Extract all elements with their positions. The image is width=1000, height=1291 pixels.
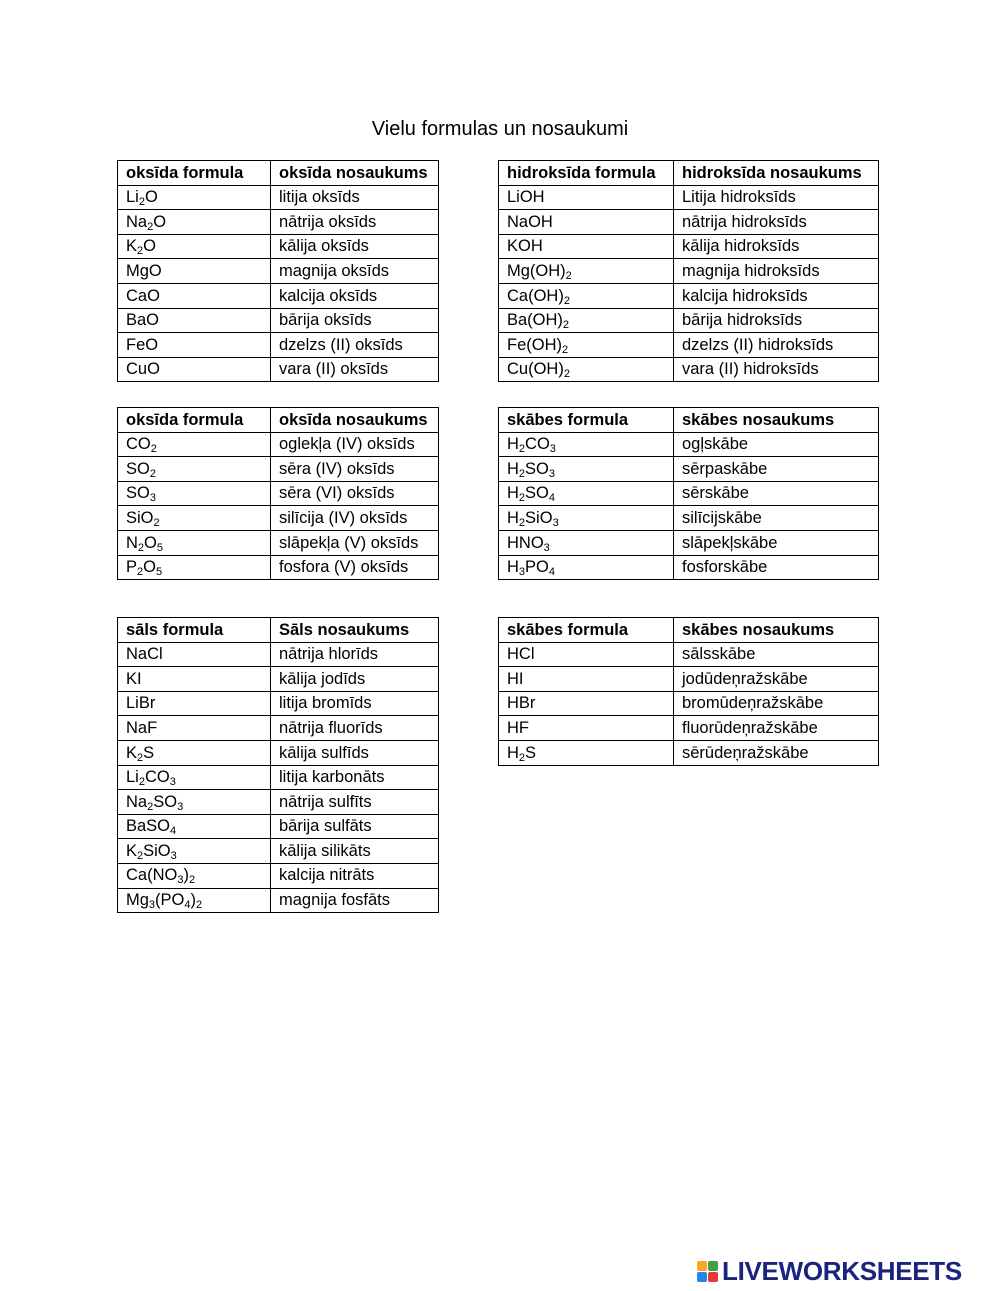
table-row [118, 357, 439, 382]
formula-cell [499, 210, 674, 235]
name-cell: kālija sulfīds [271, 740, 439, 765]
formula-subscript: 4 [184, 899, 191, 912]
formula-subscript: 2 [518, 443, 526, 456]
table-row [499, 555, 879, 580]
name-cell: bromūdeņražskābe [674, 691, 879, 716]
table-row [118, 888, 439, 913]
name-cell: bārija oksīds [271, 308, 439, 333]
column-header: skābes nosaukums [674, 618, 879, 643]
formula-cell [118, 457, 271, 482]
formula-subscript: 2 [137, 751, 144, 764]
formula-subscript: 2 [137, 541, 145, 554]
formula-cell [499, 506, 674, 531]
formula-text: Na [126, 792, 148, 811]
table-row [499, 308, 879, 333]
name-cell: jodūdeņražskābe [674, 667, 879, 692]
formula-subscript: 3 [170, 849, 177, 862]
formula-text: BaO [126, 311, 160, 330]
column-header: hidroksīda nosaukums [674, 161, 879, 186]
name-cell: slāpekļskābe [674, 530, 879, 555]
column-header: sāls formula [118, 618, 271, 643]
formula-cell [118, 888, 271, 913]
table-row [118, 691, 439, 716]
formula-cell [118, 667, 271, 692]
formula-cell [118, 691, 271, 716]
formula-subscript: 3 [548, 467, 556, 480]
formula-text: NaOH [507, 212, 553, 231]
column-header: hidroksīda formula [499, 161, 674, 186]
name-cell: nātrija fluorīds [271, 716, 439, 741]
formula-cell [118, 333, 271, 358]
table-row [118, 210, 439, 235]
name-cell: kālija jodīds [271, 667, 439, 692]
formula-subscript: 2 [147, 220, 154, 233]
column-header: oksīda nosaukums [271, 161, 439, 186]
name-cell: vara (II) oksīds [271, 357, 439, 382]
formula-subscript: 2 [138, 776, 145, 789]
formula-cell [499, 234, 674, 259]
table-row [118, 555, 439, 580]
formula-text: SiO [126, 508, 154, 527]
formula-text: Mg(OH) [507, 261, 566, 280]
formula-text: ) [190, 891, 197, 910]
salt-table [117, 617, 439, 913]
table-row [499, 667, 879, 692]
table-row [499, 283, 879, 308]
formula-text: SO [126, 459, 150, 478]
table-row [118, 481, 439, 506]
name-cell: vara (II) hidroksīds [674, 357, 879, 382]
formula-text: CuO [126, 360, 160, 379]
name-cell: litija oksīds [271, 185, 439, 210]
name-cell: silīcija (IV) oksīds [271, 506, 439, 531]
formula-text: BaSO [126, 817, 171, 836]
logo-square [708, 1261, 718, 1271]
formula-text: NaCl [126, 645, 163, 664]
column-header: oksīda formula [118, 161, 271, 186]
name-cell: oglekļa (IV) oksīds [271, 432, 439, 457]
table-row [499, 234, 879, 259]
table-row [499, 691, 879, 716]
formula-cell [118, 530, 271, 555]
formula-subscript: 2 [137, 245, 144, 258]
formula-text: PO [525, 558, 549, 577]
formula-subscript: 4 [170, 825, 177, 838]
formula-cell [499, 308, 674, 333]
formula-subscript: 3 [177, 874, 184, 887]
formula-text: O [144, 188, 158, 207]
name-cell: fluorūdeņražskābe [674, 716, 879, 741]
name-cell: kālija hidroksīds [674, 234, 879, 259]
table-row [118, 839, 439, 864]
name-cell: kalcija hidroksīds [674, 283, 879, 308]
formula-cell [499, 432, 674, 457]
formula-text: SO [126, 484, 150, 503]
formula-text: SO [525, 459, 549, 478]
table-row [499, 185, 879, 210]
formula-text: ) [183, 866, 189, 885]
formula-cell [118, 283, 271, 308]
formula-text: H [507, 459, 519, 478]
formula-text: Cu(OH) [507, 360, 564, 379]
formula-cell [118, 814, 271, 839]
table-row [118, 457, 439, 482]
column-header: oksīda formula [118, 408, 271, 433]
formula-cell [499, 333, 674, 358]
name-cell: kālija silikāts [271, 839, 439, 864]
name-cell: sērpaskābe [674, 457, 879, 482]
formula-subscript: 2 [518, 467, 526, 480]
formula-cell [118, 555, 271, 580]
formula-text: Ca(NO [126, 866, 178, 885]
table-row [499, 357, 879, 382]
name-cell: Litija hidroksīds [674, 185, 879, 210]
formula-cell [499, 530, 674, 555]
name-cell: sērūdeņražskābe [674, 740, 879, 765]
formula-cell [118, 357, 271, 382]
table-row [118, 506, 439, 531]
logo-square [708, 1272, 718, 1282]
formula-text: HCl [507, 645, 535, 664]
table-row [118, 283, 439, 308]
formula-text: O [143, 237, 156, 256]
formula-text: Mg [126, 891, 149, 910]
formula-text: Na [126, 212, 148, 231]
table-row [118, 716, 439, 741]
formula-text: SiO [525, 508, 553, 527]
column-header: oksīda nosaukums [271, 408, 439, 433]
name-cell: sālsskābe [674, 642, 879, 667]
formula-text: K [126, 237, 138, 256]
table-row [118, 185, 439, 210]
table-row [499, 210, 879, 235]
formula-subscript: 2 [137, 566, 144, 579]
formula-text: S [143, 743, 155, 762]
name-cell: kālija oksīds [271, 234, 439, 259]
formula-cell [499, 555, 674, 580]
formula-text: SiO [143, 841, 171, 860]
formula-cell [118, 210, 271, 235]
name-cell: litija karbonāts [271, 765, 439, 790]
formula-subscript: 2 [562, 343, 569, 356]
formula-subscript: 2 [138, 196, 145, 209]
name-cell: dzelzs (II) oksīds [271, 333, 439, 358]
formula-subscript: 3 [149, 492, 156, 505]
formula-subscript: 3 [549, 443, 556, 456]
table-row [118, 530, 439, 555]
name-cell: dzelzs (II) hidroksīds [674, 333, 879, 358]
formula-text: HNO [507, 533, 544, 552]
formula-subscript: 4 [548, 492, 556, 505]
name-cell: magnija fosfāts [271, 888, 439, 913]
formula-text: MgO [126, 261, 162, 280]
formula-text: CaO [126, 286, 160, 305]
formula-text: H [507, 508, 519, 527]
logo-text: LIVEWORKSHEETS [722, 1255, 962, 1286]
logo-square [697, 1272, 707, 1282]
formula-text: Ba(OH) [507, 311, 563, 330]
formula-subscript: 2 [562, 319, 570, 332]
formula-subscript: 2 [565, 269, 572, 282]
table-row [118, 667, 439, 692]
oxyacid-table [498, 407, 879, 580]
formula-subscript: 2 [147, 800, 154, 813]
formula-cell [118, 740, 271, 765]
name-cell: bārija hidroksīds [674, 308, 879, 333]
formula-cell [118, 839, 271, 864]
formula-subscript: 3 [543, 541, 550, 554]
formula-text: LiBr [126, 694, 156, 713]
table-row [499, 259, 879, 284]
table-row [118, 333, 439, 358]
table-row [118, 259, 439, 284]
formula-subscript: 2 [153, 516, 160, 529]
formula-cell [118, 716, 271, 741]
formula-cell [499, 740, 674, 765]
formula-cell [499, 691, 674, 716]
formula-subscript: 3 [177, 800, 184, 813]
name-cell: magnija oksīds [271, 259, 439, 284]
formula-cell [499, 185, 674, 210]
logo-square [697, 1261, 707, 1271]
formula-cell [118, 308, 271, 333]
table-row [118, 740, 439, 765]
formula-subscript: 4 [548, 566, 556, 579]
liveworksheets-logo [697, 1255, 962, 1287]
name-cell: kalcija nitrāts [271, 863, 439, 888]
table-row [499, 642, 879, 667]
table-row [118, 790, 439, 815]
formula-subscript: 2 [518, 751, 526, 764]
formula-text: SO [153, 792, 178, 811]
formula-cell [499, 667, 674, 692]
table-row [499, 432, 879, 457]
table-row [499, 333, 879, 358]
formula-text: NaF [126, 718, 158, 737]
table-row [118, 308, 439, 333]
formula-text: H [507, 743, 519, 762]
formula-subscript: 2 [149, 467, 156, 480]
table-row [499, 740, 879, 765]
formula-subscript: 3 [148, 899, 156, 912]
formula-cell [499, 642, 674, 667]
table-row [118, 642, 439, 667]
formula-text: HI [507, 669, 524, 688]
name-cell: slāpekļa (V) oksīds [271, 530, 439, 555]
formula-subscript: 2 [563, 368, 570, 381]
table-row [118, 765, 439, 790]
binary-acid-table [498, 617, 879, 766]
table-row [499, 481, 879, 506]
name-cell: fosforskābe [674, 555, 879, 580]
formula-text: O [144, 533, 157, 552]
formula-subscript: 5 [156, 541, 164, 554]
formula-cell [118, 432, 271, 457]
name-cell: sēra (IV) oksīds [271, 457, 439, 482]
formula-text: H [507, 435, 519, 454]
name-cell: kalcija oksīds [271, 283, 439, 308]
name-cell: nātrija sulfīts [271, 790, 439, 815]
formula-cell [118, 642, 271, 667]
formula-text: K [126, 841, 138, 860]
formula-text: H [507, 558, 519, 577]
formula-subscript: 3 [518, 566, 526, 579]
table-row [118, 432, 439, 457]
formula-subscript: 2 [188, 874, 196, 887]
formula-text: CO [126, 435, 151, 454]
formula-cell [499, 259, 674, 284]
formula-text: O [153, 212, 167, 231]
formula-cell [118, 259, 271, 284]
formula-text: Li [126, 188, 139, 207]
table-row [499, 506, 879, 531]
formula-cell [118, 481, 271, 506]
logo-squares-icon [697, 1261, 718, 1282]
name-cell: fosfora (V) oksīds [271, 555, 439, 580]
formula-text: Li [126, 768, 139, 787]
formula-text: K [126, 743, 138, 762]
name-cell: litija bromīds [271, 691, 439, 716]
hydroxide-table [498, 160, 879, 382]
formula-text: S [525, 743, 537, 762]
formula-subscript: 2 [137, 849, 144, 862]
name-cell: ogļskābe [674, 432, 879, 457]
formula-text: N [126, 533, 138, 552]
column-header: skābes formula [499, 618, 674, 643]
formula-text: Ca(OH) [507, 286, 564, 305]
formula-cell [118, 506, 271, 531]
formula-text: LiOH [507, 188, 545, 207]
oxide-table-2 [117, 407, 439, 580]
formula-subscript: 2 [563, 294, 570, 307]
formula-text: H [507, 484, 519, 503]
table-row [499, 530, 879, 555]
formula-subscript: 3 [169, 776, 176, 789]
name-cell: sēra (VI) oksīds [271, 481, 439, 506]
formula-text: HBr [507, 694, 536, 713]
formula-subscript: 2 [150, 443, 157, 456]
name-cell: nātrija hidroksīds [674, 210, 879, 235]
name-cell: sērskābe [674, 481, 879, 506]
column-header: skābes formula [499, 408, 674, 433]
formula-cell [499, 481, 674, 506]
name-cell: nātrija oksīds [271, 210, 439, 235]
table-row [118, 234, 439, 259]
formula-text: (PO [155, 891, 185, 910]
formula-text: CO [144, 768, 170, 787]
table-row [118, 863, 439, 888]
name-cell: magnija hidroksīds [674, 259, 879, 284]
formula-cell [118, 765, 271, 790]
formula-text: KI [126, 669, 142, 688]
name-cell: nātrija hlorīds [271, 642, 439, 667]
formula-subscript: 2 [196, 899, 203, 912]
table-row [499, 457, 879, 482]
formula-cell [499, 357, 674, 382]
formula-subscript: 5 [155, 566, 163, 579]
formula-text: O [143, 558, 156, 577]
formula-cell [118, 185, 271, 210]
name-cell: silīcijskābe [674, 506, 879, 531]
formula-cell [499, 283, 674, 308]
formula-text: FeO [126, 335, 159, 354]
table-row [499, 716, 879, 741]
formula-text: SO [525, 484, 549, 503]
formula-text: Fe(OH) [507, 335, 562, 354]
formula-subscript: 2 [518, 492, 526, 505]
page-title: Vielu formulas un nosaukumi [371, 118, 629, 140]
formula-text: P [126, 558, 138, 577]
column-header: skābes nosaukums [674, 408, 879, 433]
formula-cell [499, 716, 674, 741]
table-row [118, 814, 439, 839]
formula-text: CO [525, 435, 550, 454]
formula-text: HF [507, 718, 529, 737]
formula-cell [499, 457, 674, 482]
formula-subscript: 2 [518, 516, 526, 529]
name-cell: bārija sulfāts [271, 814, 439, 839]
formula-cell [118, 790, 271, 815]
formula-subscript: 3 [552, 516, 559, 529]
formula-cell [118, 863, 271, 888]
formula-cell [118, 234, 271, 259]
column-header: Sāls nosaukums [271, 618, 439, 643]
oxide-table-1 [117, 160, 439, 382]
formula-text: KOH [507, 237, 543, 256]
